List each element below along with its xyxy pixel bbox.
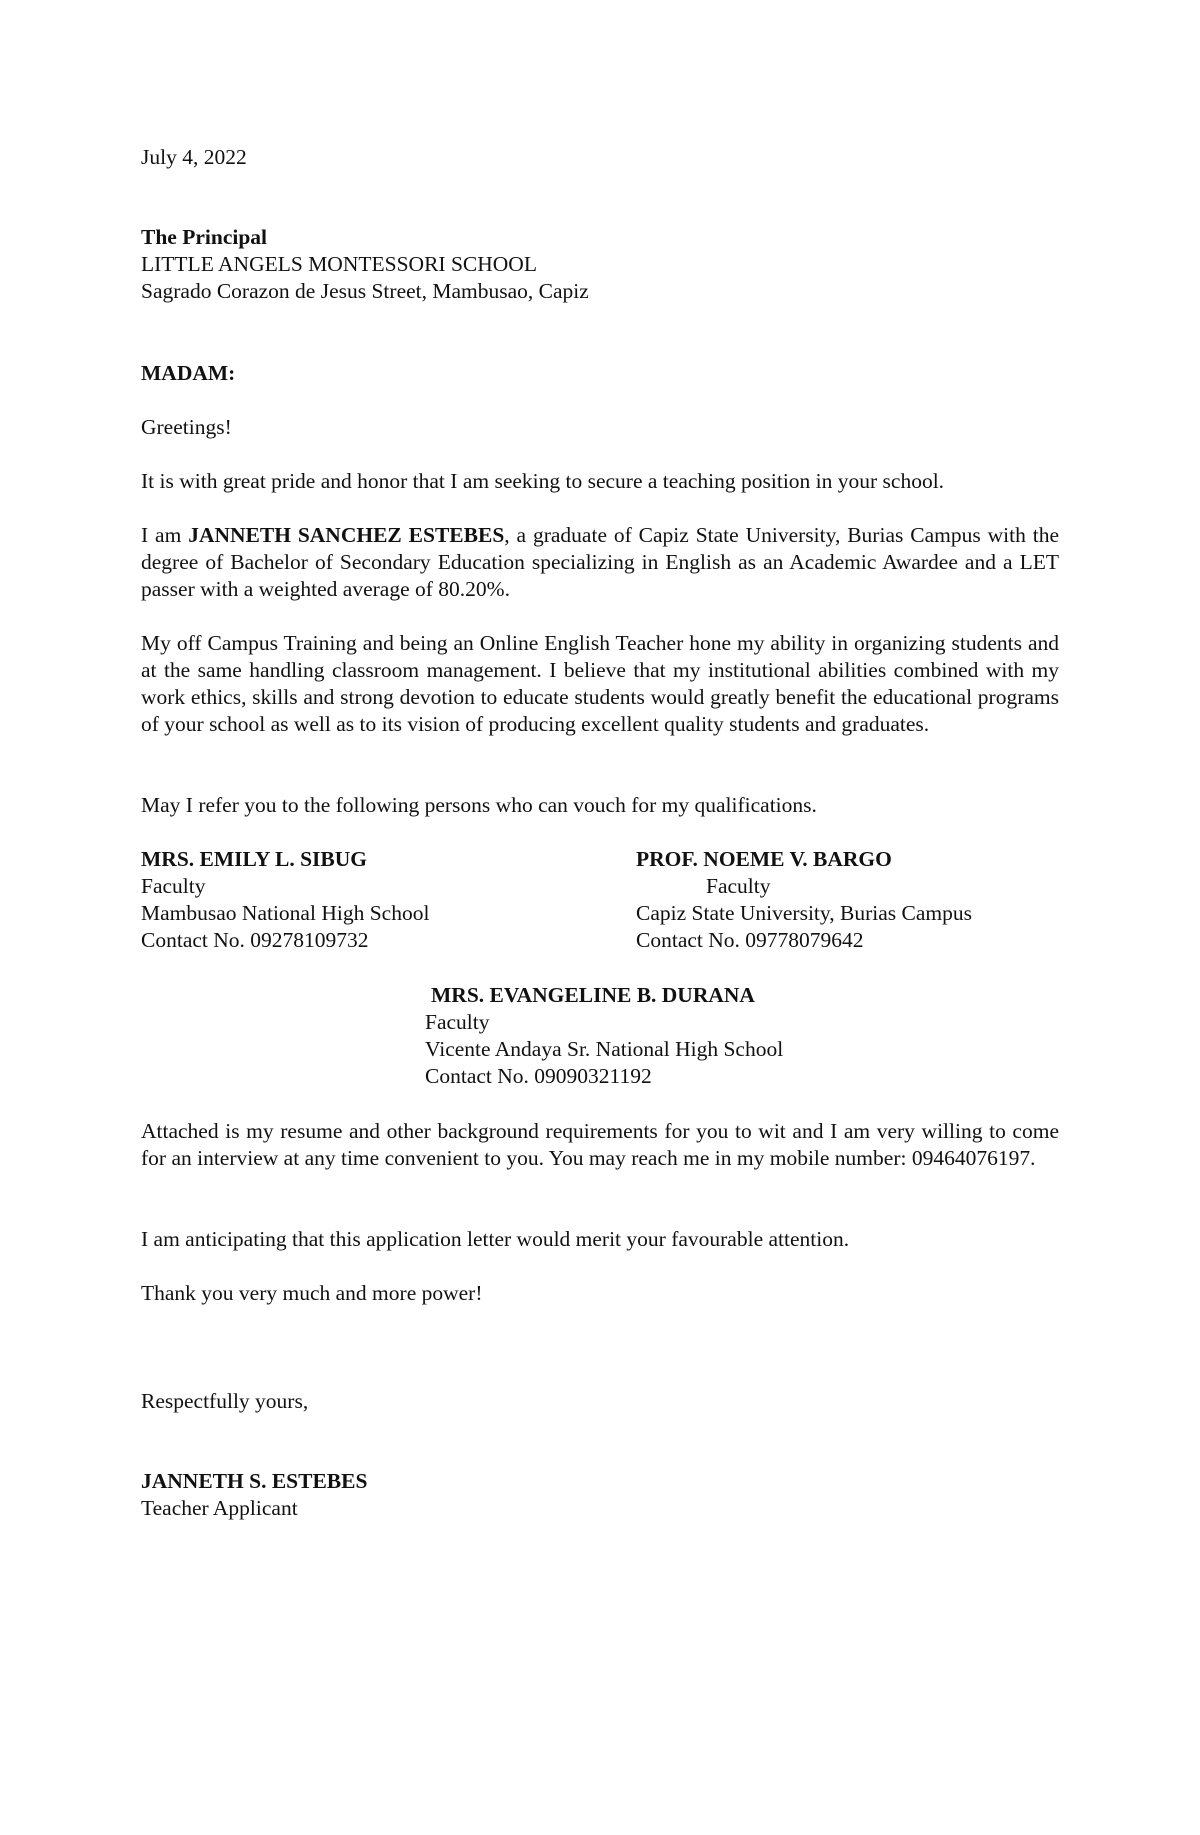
- signature-block: [141, 1468, 1059, 1522]
- signature-role: Teacher Applicant: [141, 1496, 298, 1520]
- reference-name: MRS. EVANGELINE B. DURANA: [431, 983, 755, 1007]
- paragraph-references-intro: May I refer you to the following persons who can vouch for my qualifications.: [141, 793, 817, 817]
- signature-name: JANNETH S. ESTEBES: [141, 1469, 368, 1493]
- paragraph-experience: My off Campus Training and being an Online English Teacher hone my ability in organizing students and at the same handling classroom management. I believe that my institutional abilities combined with my work ethics, skills and strong devotion to educate students would greatly benefit the educational programs of your school as well as to its vision of producing excellent quality students and graduates.: [141, 631, 1059, 736]
- reference-contact: Contact No. 09278109732: [141, 928, 369, 952]
- p2-pre: I am: [141, 523, 189, 547]
- reference-contact: Contact No. 09090321192: [425, 1064, 652, 1088]
- paragraph-thanks: Thank you very much and more power!: [141, 1281, 483, 1305]
- recipient-block: [141, 224, 1059, 305]
- p2-post: , a graduate of Capiz State University, Burias Campus with the degree of Bachelor of Secondary Education specializing in English as an Academic Awardee and a LET passer with a weighted average of 80.20%.: [141, 523, 1059, 601]
- reference-2: [636, 846, 972, 954]
- reference-3: [425, 982, 783, 1090]
- reference-contact: Contact No. 09778079642: [636, 928, 864, 952]
- closing: Respectfully yours,: [141, 1389, 309, 1413]
- salutation: MADAM:: [141, 361, 236, 385]
- applicant-full-name: JANNETH SANCHEZ ESTEBES: [188, 523, 505, 547]
- recipient-title: The Principal: [141, 225, 268, 249]
- reference-position: Faculty: [425, 1010, 490, 1034]
- recipient-school: LITTLE ANGELS MONTESSORI SCHOOL: [141, 252, 537, 276]
- reference-position: Faculty: [706, 874, 771, 898]
- paragraph-anticipation: I am anticipating that this application letter would merit your favourable attention.: [141, 1227, 850, 1251]
- paragraph-intro: It is with great pride and honor that I am seeking to secure a teaching position in your school.: [141, 469, 945, 493]
- reference-name: MRS. EMILY L. SIBUG: [141, 847, 368, 871]
- greeting: Greetings!: [141, 415, 232, 439]
- reference-1: [141, 846, 429, 954]
- letter-date: July 4, 2022: [141, 145, 247, 169]
- reference-institution: Vicente Andaya Sr. National High School: [425, 1037, 784, 1061]
- reference-institution: Mambusao National High School: [141, 901, 430, 925]
- paragraph-qualifications: [141, 522, 1059, 603]
- reference-name: PROF. NOEME V. BARGO: [636, 847, 892, 871]
- reference-institution: Capiz State University, Burias Campus: [636, 901, 972, 925]
- paragraph-attachments: Attached is my resume and other background requirements for you to wit and I am very willing to come for an interview at any time convenient to you. You may reach me in my mobile number: 09464076197.: [141, 1119, 1059, 1170]
- reference-position: Faculty: [141, 874, 206, 898]
- recipient-address: Sagrado Corazon de Jesus Street, Mambusao, Capiz: [141, 279, 589, 303]
